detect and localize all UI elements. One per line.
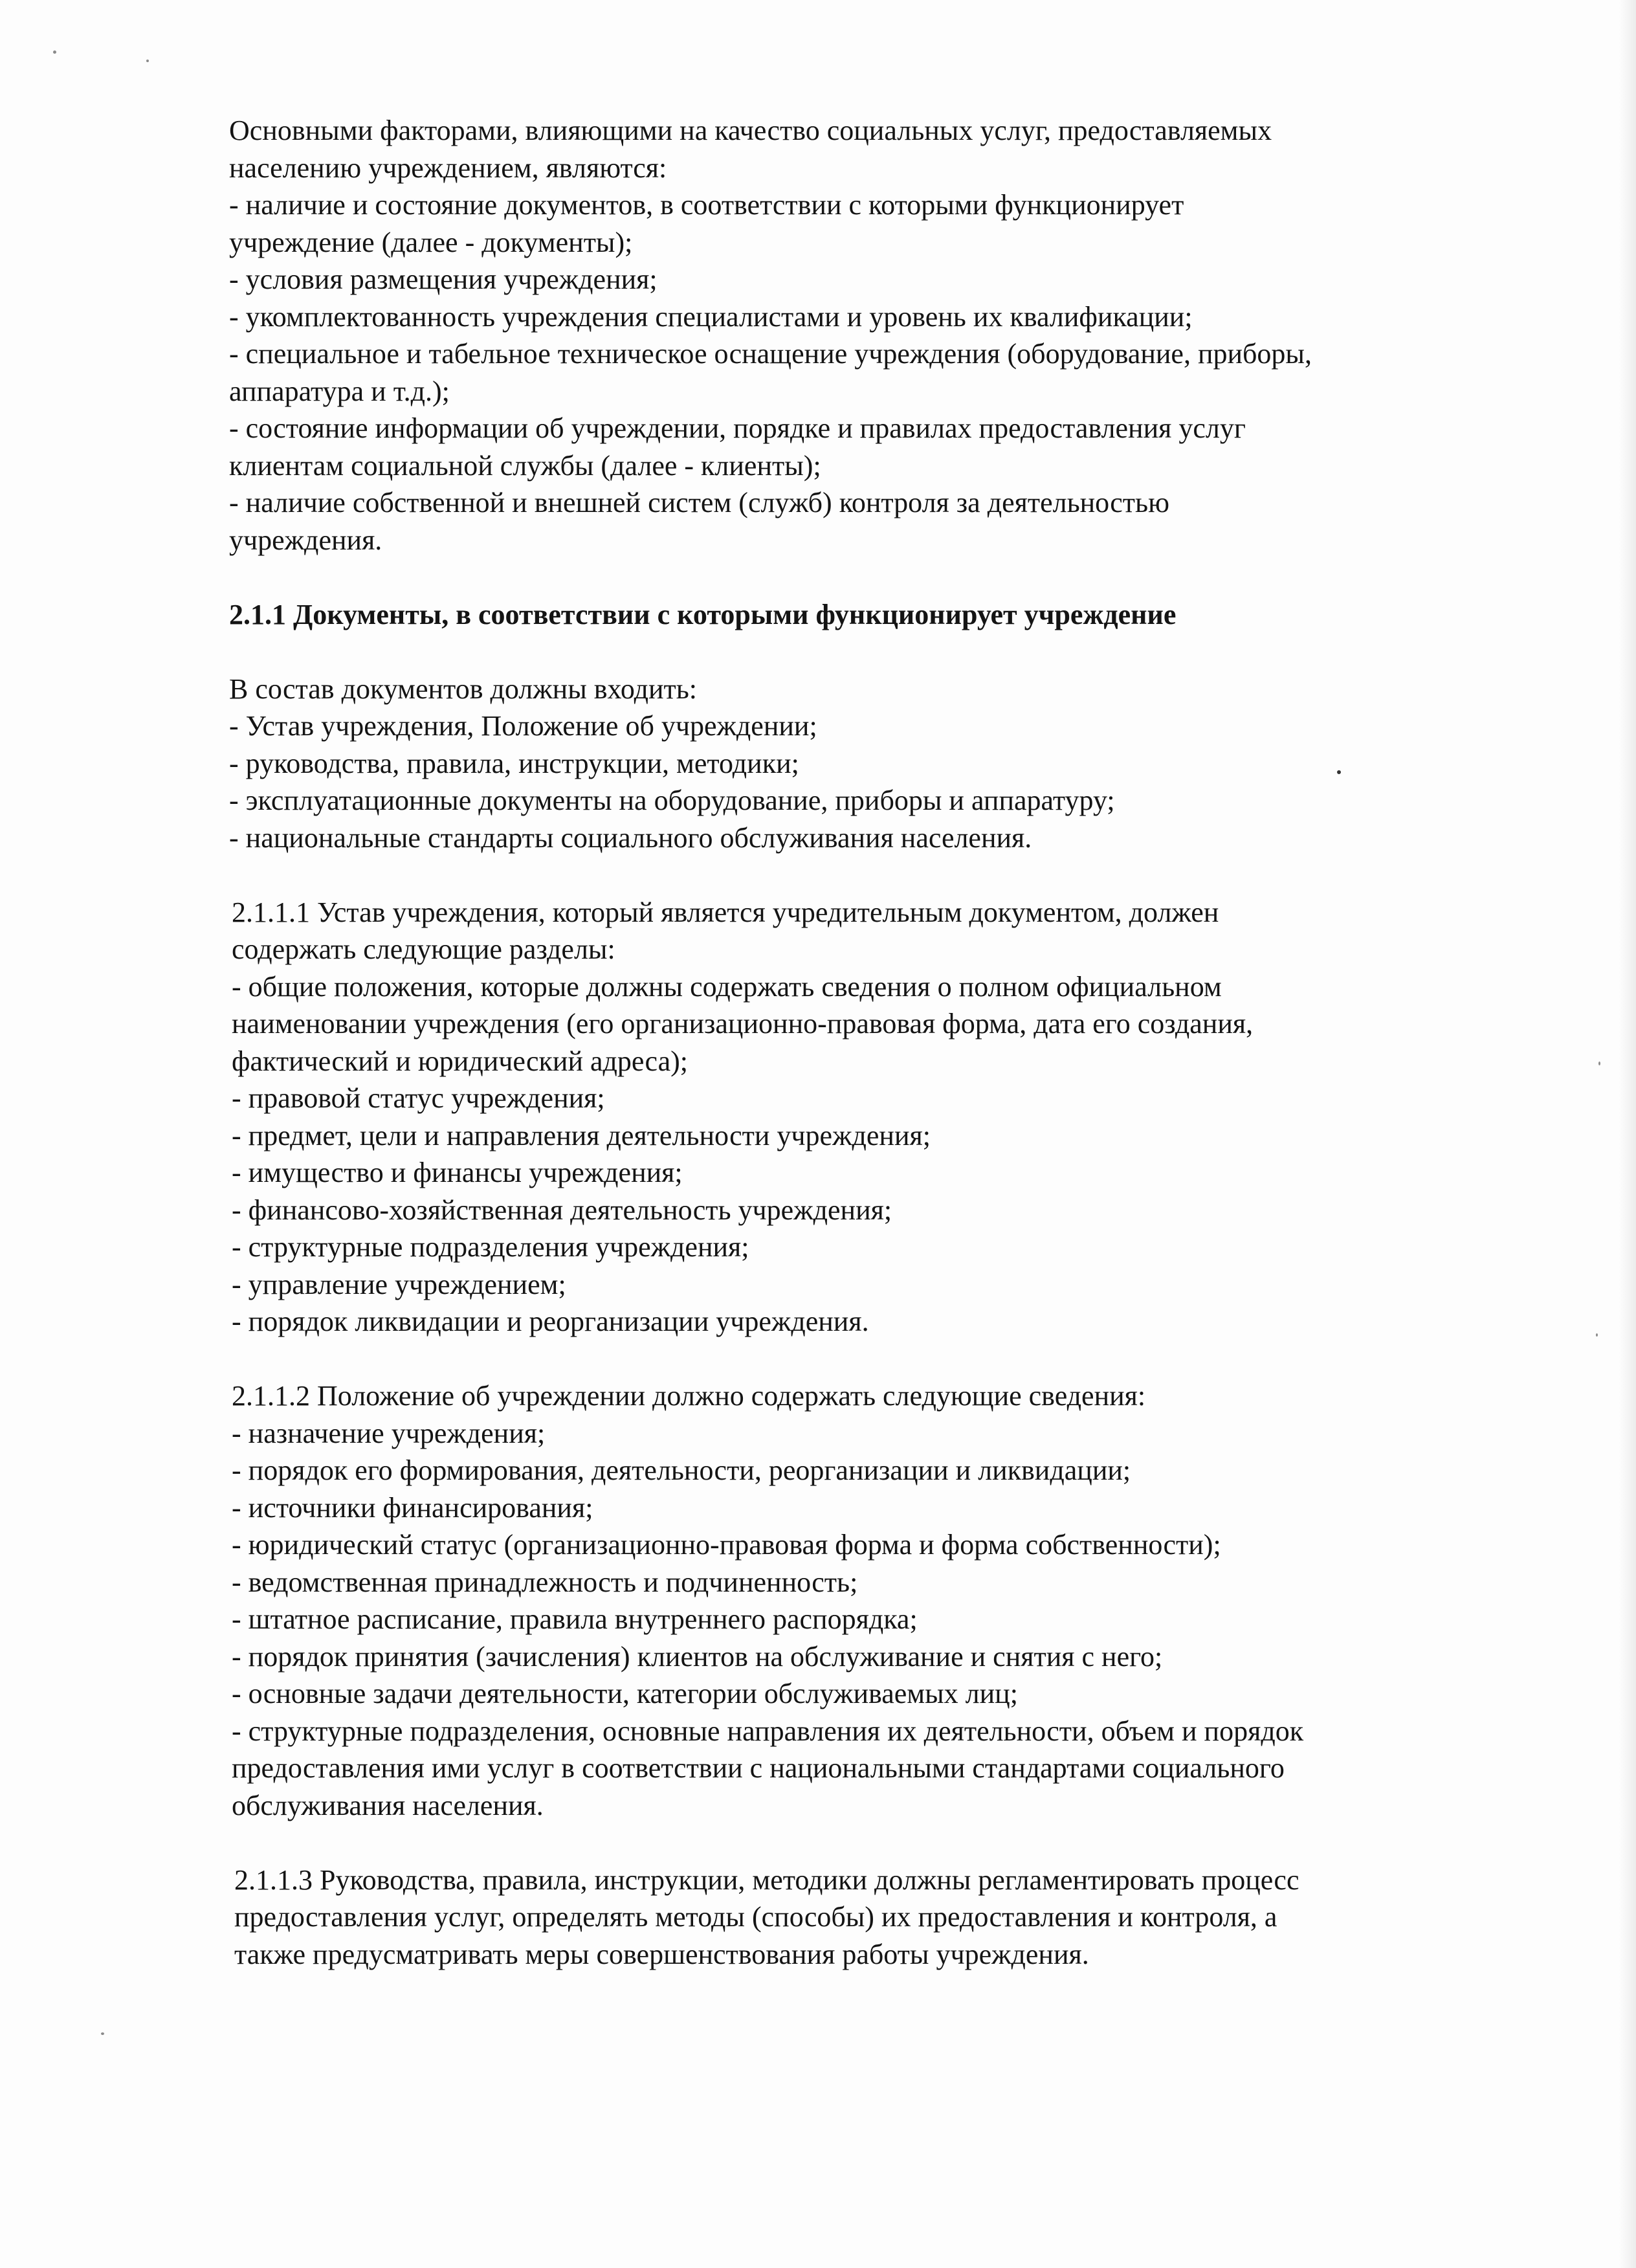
paragraph-gap	[229, 856, 1562, 894]
regulation-paragraph	[229, 1377, 1562, 1824]
text-line: учреждение (далее - документы);	[229, 226, 633, 258]
paragraph-gap	[229, 1340, 1562, 1378]
text-line: 2.1.1.2 Положение об учреждении должно содержать следующие сведения:	[232, 1380, 1146, 1412]
document-body	[229, 112, 1562, 1973]
text-line: - наличие собственной и внешней систем (служб) контроля за деятельностью	[229, 487, 1169, 518]
text-line: - управление учреждением;	[232, 1268, 566, 1300]
text-line: - наличие и состояние документов, в соответствии с которыми функционирует	[229, 189, 1184, 221]
text-line: - руководства, правила, инструкции, методики;	[229, 747, 799, 779]
paragraph-gap	[229, 1824, 1562, 1862]
text-line: фактический и юридический адреса);	[232, 1045, 689, 1077]
text-line: наименовании учреждения (его организационно-правовая форма, дата его создания,	[232, 1008, 1254, 1040]
scan-speck	[146, 60, 149, 62]
text-line: предоставления услуг, определять методы (способы) их предоставления и контроля, а	[234, 1901, 1277, 1933]
text-line: - порядок принятия (зачисления) клиентов на обслуживание и снятия с него;	[232, 1640, 1163, 1673]
section-heading: 2.1.1 Документы, в соответствии с которыми функционирует учреждение	[229, 598, 1177, 630]
text-line: - национальные стандарты социального обслуживания населения.	[229, 821, 1032, 854]
guidelines-paragraph	[229, 1862, 1562, 1973]
text-line: - финансово-хозяйственная деятельность учреждения;	[232, 1194, 892, 1226]
text-line: учреждения.	[229, 524, 382, 556]
text-line: - структурные подразделения, основные направления их деятельности, объем и порядок	[232, 1715, 1304, 1747]
text-line: - условия размещения учреждения;	[229, 263, 658, 295]
text-line: населению учреждением, являются:	[229, 151, 667, 184]
text-line: содержать следующие разделы:	[232, 933, 615, 965]
scan-speck	[53, 50, 56, 54]
charter-paragraph	[229, 894, 1562, 1340]
text-line: 2.1.1.3 Руководства, правила, инструкции, методики должны регламентировать процесс	[234, 1863, 1299, 1896]
text-line: - специальное и табельное техническое оснащение учреждения (оборудование, приборы,	[229, 338, 1312, 370]
text-line: - назначение учреждения;	[232, 1417, 546, 1449]
text-line: 2.1.1.1 Устав учреждения, который является учредительным документом, должен	[232, 896, 1219, 928]
text-line: обслуживания населения.	[232, 1789, 544, 1821]
text-line: - структурные подразделения учреждения;	[232, 1231, 749, 1263]
text-line: В состав документов должны входить:	[229, 673, 698, 705]
text-line: - штатное расписание, правила внутреннего распорядка;	[232, 1603, 918, 1635]
intro-paragraph	[229, 112, 1562, 559]
text-line: - источники финансирования;	[232, 1491, 593, 1524]
text-line: - Устав учреждения, Положение об учреждении;	[229, 710, 817, 742]
text-line: - порядок ликвидации и реорганизации учреждения.	[232, 1306, 869, 1337]
text-line: - имущество и финансы учреждения;	[232, 1157, 683, 1188]
composition-paragraph	[229, 671, 1562, 857]
text-line: предоставления ими услуг в соответствии с национальными стандартами социального	[232, 1752, 1285, 1784]
text-line: - предмет, цели и направления деятельности учреждения;	[232, 1119, 931, 1151]
paragraph-gap	[229, 559, 1562, 596]
text-line: - общие положения, которые должны содержать сведения о полном официальном	[232, 970, 1222, 1003]
text-line: - порядок его формирования, деятельности, реорганизации и ликвидации;	[232, 1454, 1131, 1486]
paragraph-gap	[229, 633, 1562, 671]
scan-speck	[1596, 1333, 1598, 1337]
text-line: - укомплектованность учреждения специалистами и уровень их квалификации;	[229, 300, 1193, 333]
scan-shadow-edge	[1619, 0, 1636, 2268]
text-line: клиентам социальной службы (далее - клиенты);	[229, 449, 821, 482]
scan-speck	[101, 2032, 104, 2035]
text-line: - основные задачи деятельности, категории обслуживаемых лиц;	[232, 1678, 1018, 1709]
text-line: - юридический статус (организационно-правовая форма и форма собственности);	[232, 1529, 1221, 1561]
text-line: - эксплуатационные документы на оборудование, приборы и аппаратуру;	[229, 784, 1115, 816]
scan-speck	[1598, 1062, 1600, 1065]
text-line: Основными факторами, влияющими на качество социальных услуг, предоставляемых	[229, 115, 1272, 146]
text-line: - правовой статус учреждения;	[232, 1082, 605, 1114]
text-line: также предусматривать меры совершенствования работы учреждения.	[234, 1938, 1089, 1970]
text-line: аппаратура и т.д.);	[229, 375, 450, 407]
text-line: - состояние информации об учреждении, порядке и правилах предоставления услуг	[229, 412, 1246, 444]
text-line: - ведомственная принадлежность и подчиненность;	[232, 1566, 858, 1598]
